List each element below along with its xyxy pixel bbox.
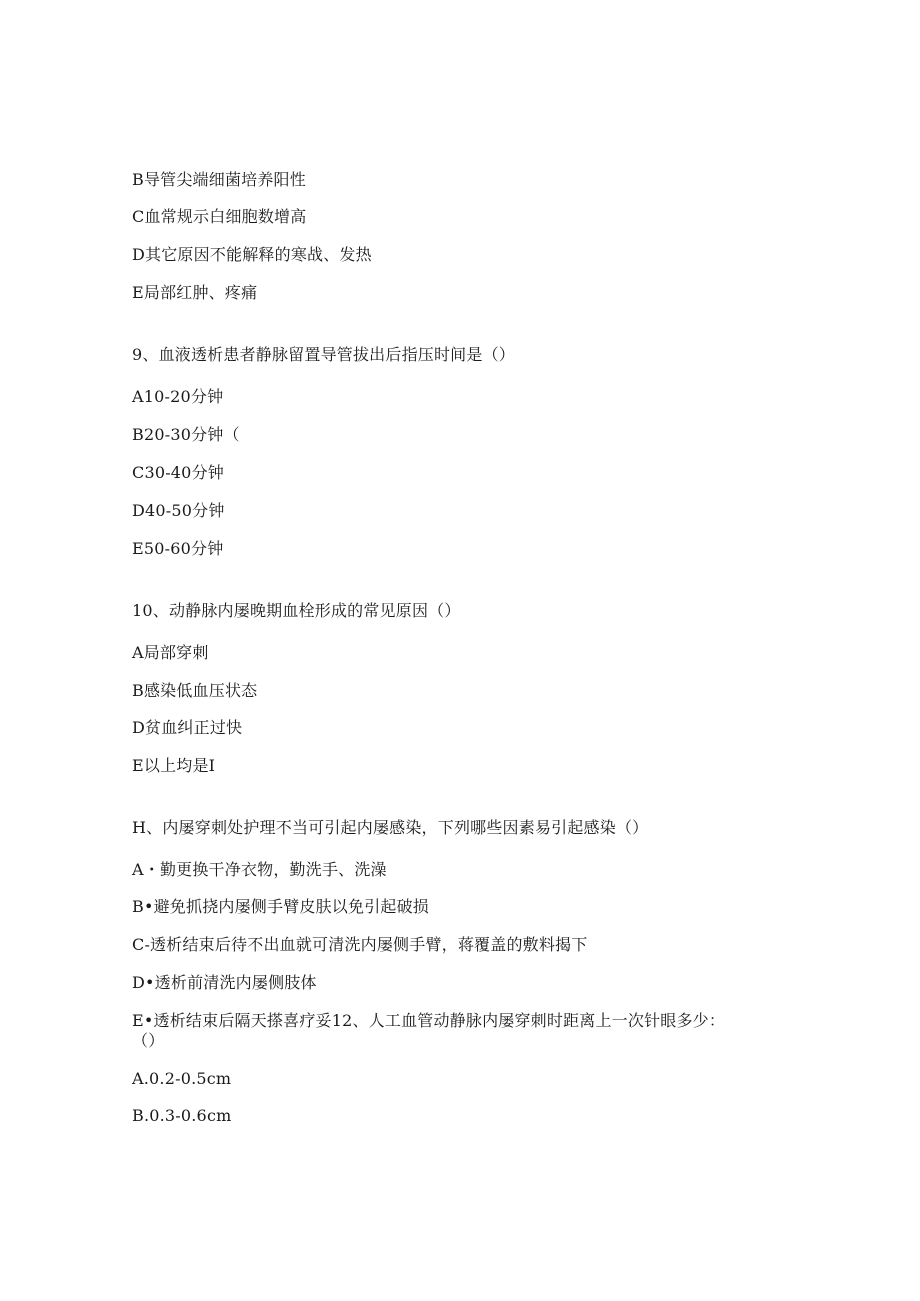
option-d-q9: D40-50分钟 — [132, 501, 225, 520]
option-b-q12: B.0.3-0.6cm — [132, 1106, 232, 1125]
option-d-q8: D其它原因不能解释的寒战、发热 — [132, 245, 372, 264]
option-e-q10: E以上均是I — [132, 756, 216, 775]
option-a-q11: A・勤更换干净衣物，勤洗手、洗澡 — [132, 860, 387, 879]
option-d-q10: D贫血纠正过快 — [132, 718, 243, 737]
option-e-q11-and-question-12: E•透析结束后隔天搽喜疗妥12、人工血管动静脉内屡穿刺时距离上一次针眼多少： — [132, 1011, 726, 1030]
option-c-q9: C30-40分钟 — [132, 463, 224, 482]
option-a-q12: A.0.2-0.5cm — [132, 1069, 232, 1088]
option-a-q10: A局部穿刺 — [132, 643, 209, 662]
option-c-q11: C-透析结束后待不出血就可清洗内屡侧手臂，蒋覆盖的敷料揭下 — [132, 935, 588, 954]
option-b-q11: B•避免抓挠内屡侧手臂皮肤以免引起破损 — [132, 897, 429, 916]
option-c-q8: C血常规示白细胞数增高 — [132, 207, 307, 226]
option-e-q8: E局部红肿、疼痛 — [132, 283, 258, 302]
option-d-q11: D•透析前清洗内屡侧肢体 — [132, 973, 317, 992]
option-b-q10: B感染低血压状态 — [132, 681, 258, 700]
option-e-q9: E50-60分钟 — [132, 539, 224, 558]
option-b-q8: B导管尖端细菌培养阳性 — [132, 170, 306, 189]
question-12-blank: （） — [132, 1031, 165, 1050]
option-b-q9: B20-30分钟（ — [132, 425, 240, 444]
option-a-q9: A10-20分钟 — [132, 387, 224, 406]
question-9: 9、血液透析患者静脉留置导管拔出后指压时间是（） — [132, 345, 515, 364]
question-11: H、内屡穿刺处护理不当可引起内屡感染，下列哪些因素易引起感染（） — [132, 818, 649, 837]
question-10: 10、动静脉内屡晚期血栓形成的常见原因（） — [132, 601, 461, 620]
